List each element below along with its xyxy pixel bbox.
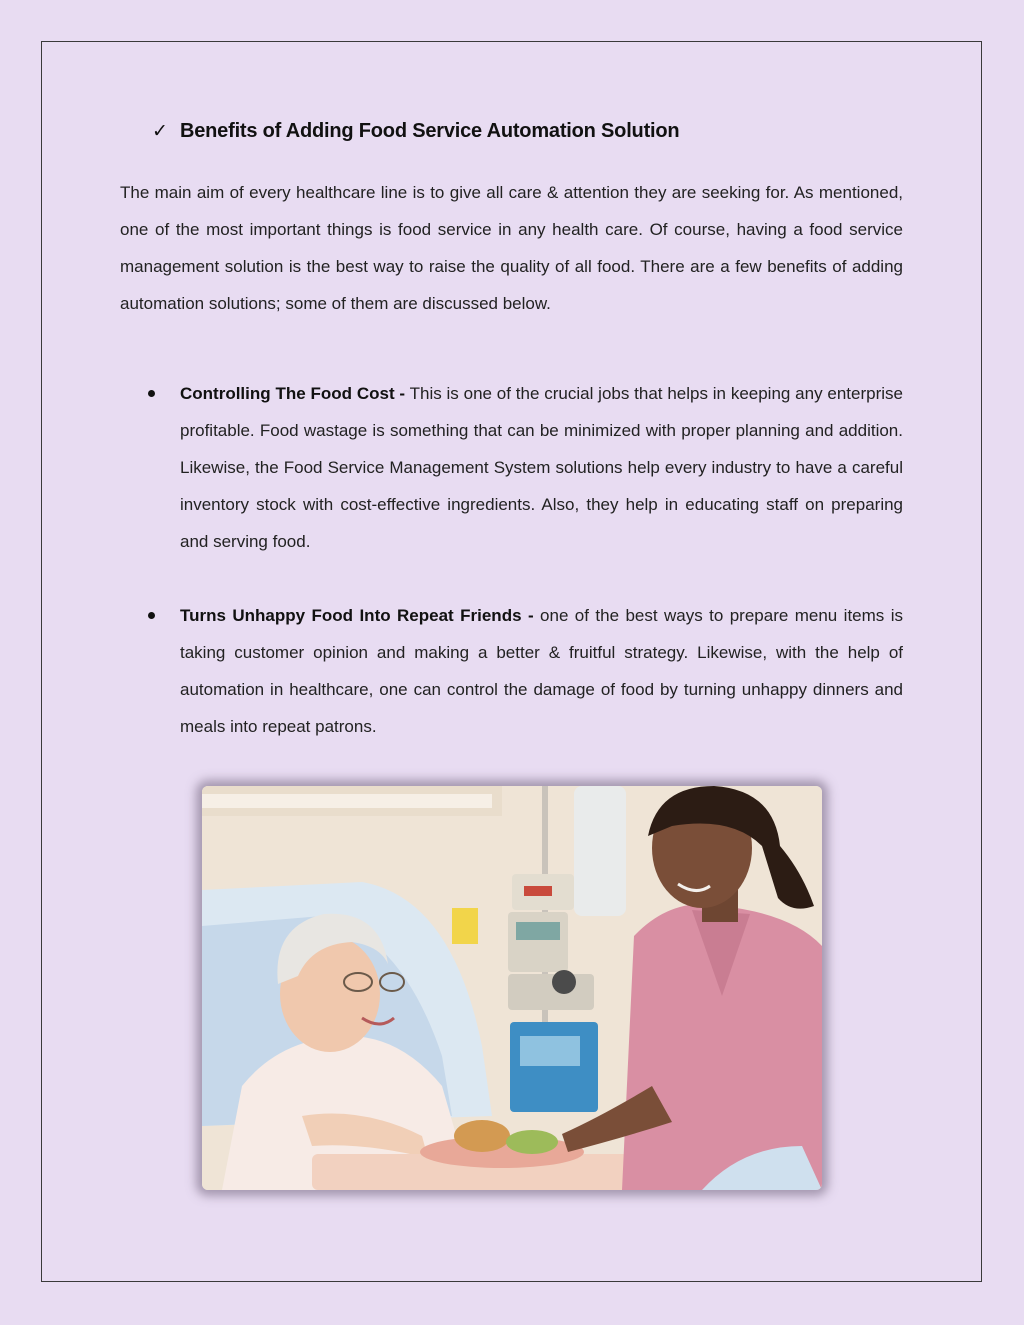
intro-paragraph: The main aim of every healthcare line is to give all care & attention they are seeking for. As mentioned, one of the most important things is food service in any health care. Of course, having a food service management solution is the best way to raise the quality of all food. There are a few benefits of adding automation solutions; some of them are discussed below. [120,183,903,313]
bullet-title: Turns Unhappy Food Into Repeat Friends - [180,606,534,625]
section-title: Benefits of Adding Food Service Automation Solution [180,120,680,142]
bullet-text: one of the best ways to prepare menu items is taking customer opinion and making a better & fruitful strategy. Likewise, with the help of automation in healthcare, one can control the damage of food by turning unhappy dinners and meals into repeat patrons. [180,606,903,736]
bullet-item-food-cost [180,375,903,560]
bullet-title: Controlling The Food Cost - [180,384,406,403]
bullet-dot-icon [148,612,155,619]
checkmark-icon: ✓ [152,121,168,142]
nurse-serving-patient-photo [202,786,822,1190]
section-heading [152,120,679,143]
bullet-item-repeat-friends [180,597,903,745]
photo-illustration [202,786,822,1190]
bullet-dot-icon [148,390,155,397]
bullet-text: This is one of the crucial jobs that helps in keeping any enterprise profitable. Food wastage is something that can be minimized with proper planning and addition. Likewise, the Food Service Management System solutions help every industry to have a careful inventory stock with cost-effective ingredients. Also, they help in educating staff on preparing and serving food. [180,384,903,551]
